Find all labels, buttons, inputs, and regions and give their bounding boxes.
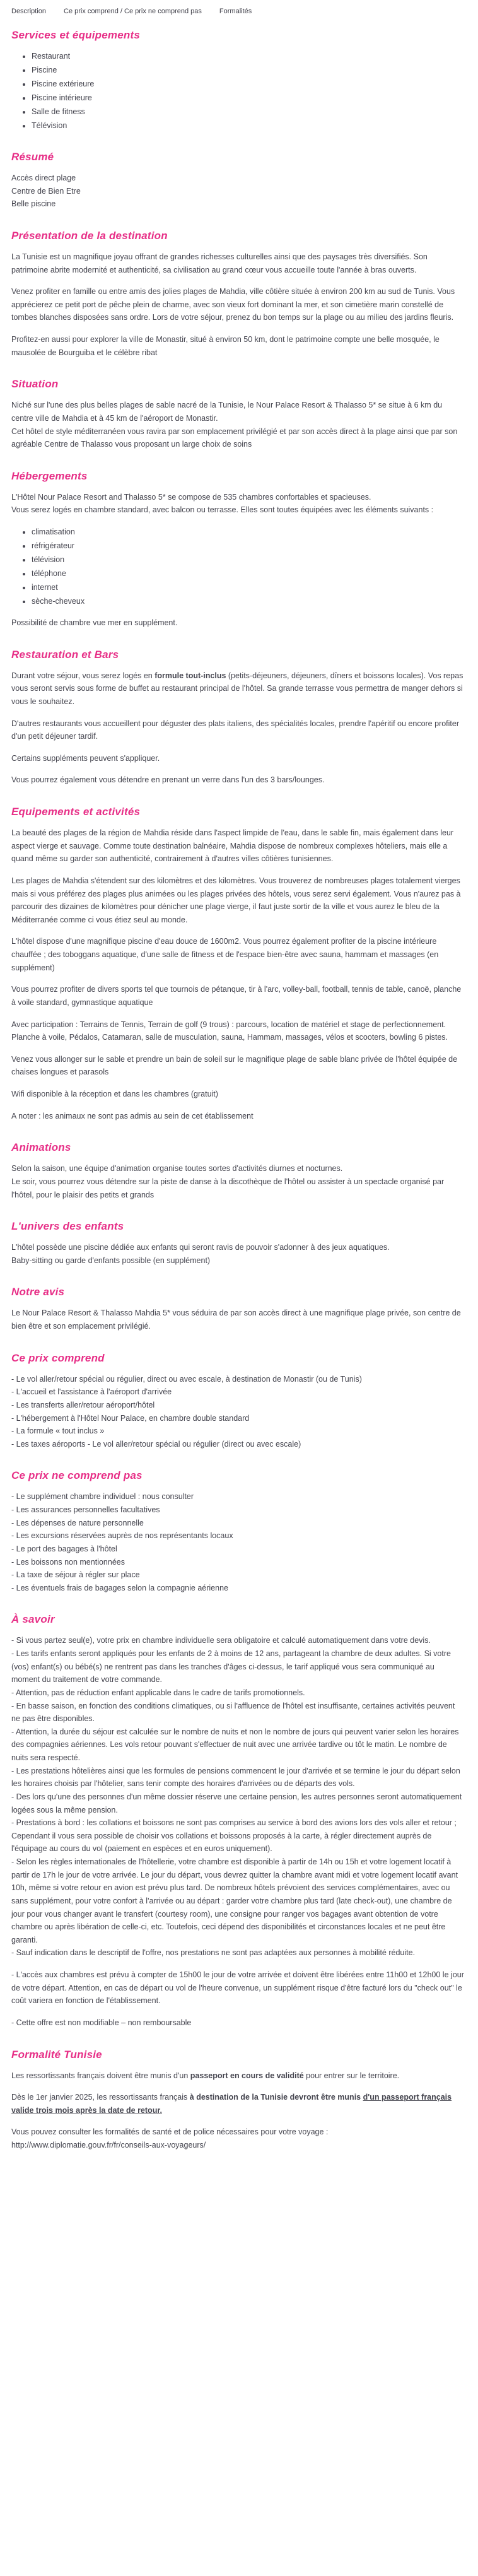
section-a-savoir <box>11 1613 464 2029</box>
line-group <box>11 491 464 517</box>
text-line: - Des lors qu'une des personnes d'un même dossier réserve une certaine pension, les autres personnes seront automatiquement logées sous la même pension. <box>11 1792 462 1814</box>
bullet-item: • Piscine extérieure <box>32 78 464 90</box>
text-line: - Le port des bagages à l'hôtel <box>11 1544 117 1553</box>
line-group <box>11 1634 464 1960</box>
line-group <box>11 399 464 451</box>
section-formalites <box>11 2049 464 2152</box>
bullet-item: • internet <box>32 581 464 594</box>
text-line: - Prestations à bord : les collations et boissons ne sont pas comprises au service à bord des avions lors des vols aller et retour ; Cependant il vous sera possible de choisir vos collations et boissons proposés à la carte, à régler directement auprès de l'équipage au cours du vol (paiement en espèces et en euros uniquement). <box>11 1818 457 1854</box>
section-resume <box>11 151 464 211</box>
bullet-item: • Télévision <box>32 119 464 132</box>
section-heading-hebergements: Hébergements <box>11 469 88 482</box>
paragraph: Certains suppléments peuvent s'appliquer. <box>11 753 160 763</box>
external-link[interactable]: http://www.diplomatie.gouv.fr/fr/conseils-aux-voyageurs/ <box>11 2141 206 2150</box>
emphasis-text: passeport en cours de validité <box>190 2071 304 2080</box>
text-line: - Le supplément chambre individuel : nous consulter <box>11 1492 194 1502</box>
text-line: Accès direct plage <box>11 173 76 182</box>
bullet-item: • téléphone <box>32 567 464 580</box>
paragraph: Le Nour Palace Resort & Thalasso Mahdia 5* vous séduira de par son accès direct à une magnifique plage privée, son centre de bien être et son emplacement privilégié. <box>11 1309 461 1331</box>
section-heading-restauration: Restauration et Bars <box>11 648 119 661</box>
line-group <box>11 1241 464 1267</box>
paragraph: A noter : les animaux ne sont pas admis au sein de cet établissement <box>11 1111 254 1120</box>
bullet-item: • réfrigérateur <box>32 539 464 552</box>
tab-prix[interactable]: Ce prix comprend / Ce prix ne comprend pas <box>64 8 202 15</box>
paragraph: Les plages de Mahdia s'étendent sur des kilomètres et des kilomètres. Vous trouverez de nombreuses plages totalement vierges mais si vous préférez des plages plus animées ou les plages privées des hôtels, vous serez servi également. Vous n'aurez pas à parcourir des dizaines de kilomètres pour dénicher une plage vierge, il faut juste sortir de la ville et vous aurez le bleu de la Méditerranée comme ci vous étiez seul au monde. <box>11 876 461 924</box>
section-presentation <box>11 230 464 359</box>
section-services <box>11 29 464 132</box>
text-line: - Si vous partez seul(e), votre prix en chambre individuelle sera obligatoire et calculé automatiquement dans votre devis. <box>11 1636 431 1645</box>
text-line: L'hôtel possède une piscine dédiée aux enfants qui seront ravis de pouvoir s'adonner à des jeux aquatiques. <box>11 1243 390 1252</box>
paragraph: D'autres restaurants vous accueillent pour déguster des plats italiens, des spécialités locales, prendre l'apéritif ou encore profiter d'un petit déjeuner tardif. <box>11 719 460 741</box>
text-line: Cet hôtel de style méditerranéen vous ravira par son emplacement privilégié et par son accès direct à la plage ainsi que par son agréable Centre de Thalasso vous proposant un large choix de soins <box>11 426 458 449</box>
section-heading-resume: Résumé <box>11 151 54 163</box>
bullet-list <box>11 526 464 608</box>
paragraph: L'hôtel dispose d'une magnifique piscine d'eau douce de 1600m2. Vous pourrez également profiter de la piscine intérieure chauffée ; des toboggans aquatique, d'une salle de fitness et de l'espace bien-être avec sauna, hammam et massages (en supplément) <box>11 937 439 972</box>
text-run: Dès le 1er janvier 2025, les ressortissants français <box>11 2093 190 2102</box>
tab-formalites[interactable]: Formalités <box>219 8 252 15</box>
line-group <box>11 1373 464 1451</box>
bullet-list <box>11 50 464 132</box>
text-line: - Les tarifs enfants seront appliqués pour les enfants de 2 à moins de 12 ans, partageant la chambre de deux adultes. Si votre (vos) enfant(s) ou bébé(s) ne rentrent pas dans les tranches d'âges ci-dessus, le tarif appliqué vous sera communiqué au moment du traitement de votre commande. <box>11 1649 451 1685</box>
section-heading-enfants: L'univers des enfants <box>11 1220 124 1233</box>
text-line: - L'accès aux chambres est prévu à compter de 15h00 le jour de votre arrivée et doivent être libérées entre 11h00 et 12h00 le jour de votre départ. Attention, en cas de départ ou vol de l'heure convenue, un supplément risque d'être facturé lors du "check out" le coût variera en fonction de l'établissement. <box>11 1970 464 2006</box>
bullet-item: • Restaurant <box>32 50 464 62</box>
text-run: Vous pouvez consulter les formalités de santé et de police nécessaires pour votre voyage : <box>11 2127 329 2137</box>
section-heading-prix-comprend: Ce prix comprend <box>11 1351 105 1364</box>
text-line: - Attention, la durée du séjour est calculée sur le nombre de nuits et non le nombre de jours qui peuvent varier selon les horaires des compagnies aériennes. Les vols retour pouvant s'effectuer de nuit avec une arrivée tardive ou tôt le matin. Le nombre de nuits sera respecté. <box>11 1727 459 1762</box>
text-line: - Les prestations hôtelières ainsi que les formules de pensions commencent le jour d'arrivée et se termine le jour du départ selon les horaires choisis par l'hôtelier, sans tenir compte des horaires d'arrivées ou de départs des vols. <box>11 1766 460 1789</box>
section-heading-animations: Animations <box>11 1141 71 1154</box>
line-group <box>11 1162 464 1201</box>
section-heading-equipements: Equipements et activités <box>11 806 141 818</box>
section-animations <box>11 1141 464 1201</box>
text-line: - Attention, pas de réduction enfant applicable dans le cadre de tarifs promotionnels. <box>11 1688 305 1697</box>
text-line: - Cette offre est non modifiable – non remboursable <box>11 2018 192 2027</box>
paragraph: Profitez-en aussi pour explorer la ville de Monastir, situé à environ 50 km, dont le patrimoine compte une belle mosquée, le mausolée de Bourguiba et le célèbre ribat <box>11 335 440 357</box>
text-line: - La formule « tout inclus » <box>11 1426 105 1436</box>
emphasis-text: à destination de la Tunisie devront être munis <box>189 2093 363 2102</box>
paragraph: Avec participation : Terrains de Tennis, Terrain de golf (9 trous) : parcours, location de matériel et stage de perfectionnement. Planche à voile, Pédalos, Catamaran, salle de musculation, sauna, Hammam, massages, vélos et scooters, bowling 6 pistes. <box>11 1020 448 1042</box>
section-heading-avis: Notre avis <box>11 1286 65 1298</box>
section-enfants <box>11 1220 464 1267</box>
line-group <box>11 172 464 211</box>
text-line: - Selon les règles internationales de l'hôtellerie, votre chambre est disponible à partir de 14h ou 15h et votre logement locatif à partir de 17h le jour de votre arrivée. Le jour du départ, vous devrez quitter la chambre avant midi et votre logement locatif avant 10h, même si votre retour en avion est prévu plus tard. De nombreux hôtels prévoient des services complémentaires, avec ou sans supplément, pour votre confort à l'arrivée ou au départ : garder votre chambre plus tard (late check-out), une chambre de jour pour vous changer avant le transfert (courtesy room), une consigne pour ranger vos bagages avant obtention de votre chambre ou après libération de celle-ci, etc. Toutefois, ceci dépend des disponibilités et circonstances locales et ne peut être garanti. <box>11 1857 458 1944</box>
bullet-item: • Salle de fitness <box>32 105 464 118</box>
section-situation <box>11 378 464 451</box>
line-group <box>11 1968 464 2008</box>
text-run: pour entrer sur le territoire. <box>303 2071 400 2080</box>
text-line: - Les assurances personnelles facultatives <box>11 1505 160 1514</box>
paragraph: Venez vous allonger sur le sable et prendre un bain de soleil sur le magnifique plage de sable blanc privée de l'hôtel équipée de chaises longues et parasols <box>11 1054 458 1077</box>
section-prix-comprend <box>11 1352 464 1451</box>
section-restauration <box>11 649 464 787</box>
section-heading-presentation: Présentation de la destination <box>11 229 168 242</box>
bullet-item: • télévision <box>32 553 464 566</box>
text-line: Vous serez logés en chambre standard, avec balcon ou terrasse. Elles sont toutes équipées avec les éléments suivants : <box>11 505 434 515</box>
text-line: - L'accueil et l'assistance à l'aéroport d'arrivée <box>11 1387 172 1397</box>
paragraph: Possibilité de chambre vue mer en supplément. <box>11 618 178 627</box>
section-heading-formalites: Formalité Tunisie <box>11 2048 102 2061</box>
bullet-item: • sèche-cheveux <box>32 595 464 608</box>
text-line: Niché sur l'une des plus belles plages de sable nacré de la Tunisie, le Nour Palace Resort & Thalasso 5* se situe à 6 km du centre ville de Mahdia et à 45 km de l'aéroport de Monastir. <box>11 401 443 423</box>
text-line: Centre de Bien Etre <box>11 186 81 196</box>
paragraph: Venez profiter en famille ou entre amis des jolies plages de Mahdia, ville côtière située à environ 200 km au sud de Tunis. Vous apprécierez ce petit port de pêche plein de charme, avec son vieux fort dominant la mer, et son cimetière marin constellé de tombes blanches disposées sans ordre. Lors de votre séjour, prenez du bon temps sur la plage ou au milieu des jardins fleuris. <box>11 287 455 322</box>
text-line: - Les transferts aller/retour aéroport/hôtel <box>11 1400 155 1409</box>
emphasis-text: formule tout-inclus <box>154 671 226 680</box>
paragraph: La Tunisie est un magnifique joyau offrant de grandes richesses culturelles ainsi que des paysages très diversifiés. Son patrimoine abrite modernité et authenticité, sa civilisation au grand cœur vous accueille toute l'année à bras ouverts. <box>11 252 428 274</box>
paragraph <box>11 2091 464 2117</box>
paragraph: Vous pourrez profiter de divers sports tel que tournois de pétanque, tir à l'arc, volley-ball, football, tennis de table, canoë, planche à voile standard, gymnastique aquatique <box>11 985 462 1007</box>
section-heading-situation: Situation <box>11 378 59 391</box>
paragraph <box>11 669 464 709</box>
section-hebergements <box>11 470 464 630</box>
text-line: Le soir, vous pourrez vous détendre sur la piste de danse à la discothèque de l'hôtel ou assister à un spectacle organisé par l'hôtel, pour le plaisir des petits et grands <box>11 1177 445 1199</box>
text-line: - La taxe de séjour à régler sur place <box>11 1570 140 1580</box>
text-line: - Sauf indication dans le descriptif de l'offre, nos prestations ne sont pas adaptées aux personnes à mobilité réduite. <box>11 1948 416 1958</box>
paragraph <box>11 2069 464 2083</box>
text-line: - L'hébergement à l'Hôtel Nour Palace, en chambre double standard <box>11 1413 250 1423</box>
bullet-item: • Piscine intérieure <box>32 91 464 104</box>
text-line: - Les dépenses de nature personnelle <box>11 1518 144 1527</box>
paragraph: La beauté des plages de la région de Mahdia réside dans l'aspect limpide de l'eau, dans le sable fin, mais également dans leur aspect vierge et sauvage. Comme toute destination balnéaire, Mahdia dispose de nombreux complexes hôteliers, mais elle a quand même su garder son authenticité, contrairement à d'autres villes côtières tunisiennes. <box>11 828 454 864</box>
content <box>11 29 464 2152</box>
text-run: Les ressortissants français doivent être munis d'un <box>11 2071 190 2080</box>
section-heading-a-savoir: À savoir <box>11 1613 55 1626</box>
text-line: Selon la saison, une équipe d'animation organise toutes sortes d'activités diurnes et nocturnes. <box>11 1164 343 1173</box>
paragraph: Wifi disponible à la réception et dans les chambres (gratuit) <box>11 1090 218 1098</box>
tab-bar <box>11 5 464 15</box>
line-group <box>11 2016 464 2030</box>
text-line: - Les éventuels frais de bagages selon la compagnie aérienne <box>11 1583 228 1592</box>
section-heading-services: Services et équipements <box>11 29 140 41</box>
text-line: - Le vol aller/retour spécial ou régulier, direct ou avec escale, à destination de Monastir (ou de Tunis) <box>11 1374 362 1384</box>
section-equipements <box>11 806 464 1122</box>
text-line: - En basse saison, en fonction des conditions climatiques, ou si l'affluence de l'hôtel est insuffisante, certaines activités peuvent ne pas être disponibles. <box>11 1701 455 1724</box>
section-prix-ne-comprend-pas <box>11 1469 464 1594</box>
emphasis-text: d'un passeport français valide trois mois après la date de retour. <box>11 2093 452 2115</box>
section-heading-prix-ne-comprend-pas: Ce prix ne comprend pas <box>11 1469 143 1482</box>
text-line: - Les boissons non mentionnées <box>11 1557 125 1567</box>
text-line: L'Hôtel Nour Palace Resort and Thalasso 5* se compose de 535 chambres confortables et spacieuses. <box>11 492 371 502</box>
bullet-item: • Piscine <box>32 64 464 76</box>
text-line: - Les taxes aéroports - Le vol aller/retour spécial ou régulier (direct ou avec escale) <box>11 1439 301 1449</box>
line-group <box>11 1490 464 1594</box>
text-run: (petits-déjeuners, déjeuners, dîners et boissons locales). Vos repas vous seront servis sous forme de buffet au restaurant principal de l'hôtel. Sa grande terrasse vous permettra de manger dehors si vous le souhaitez. <box>11 671 463 706</box>
text-line: Baby-sitting ou garde d'enfants possible (en supplément) <box>11 1256 211 1265</box>
bullet-item: • climatisation <box>32 526 464 538</box>
paragraph: Vous pourrez également vous détendre en prenant un verre dans l'un des 3 bars/lounges. <box>11 775 325 785</box>
paragraph <box>11 2126 464 2151</box>
tab-description[interactable]: Description <box>11 8 47 15</box>
text-line: Belle piscine <box>11 199 56 209</box>
text-line: - Les excursions réservées auprès de nos représentants locaux <box>11 1531 233 1541</box>
section-avis <box>11 1286 464 1332</box>
text-run: Durant votre séjour, vous serez logés en <box>11 671 155 680</box>
